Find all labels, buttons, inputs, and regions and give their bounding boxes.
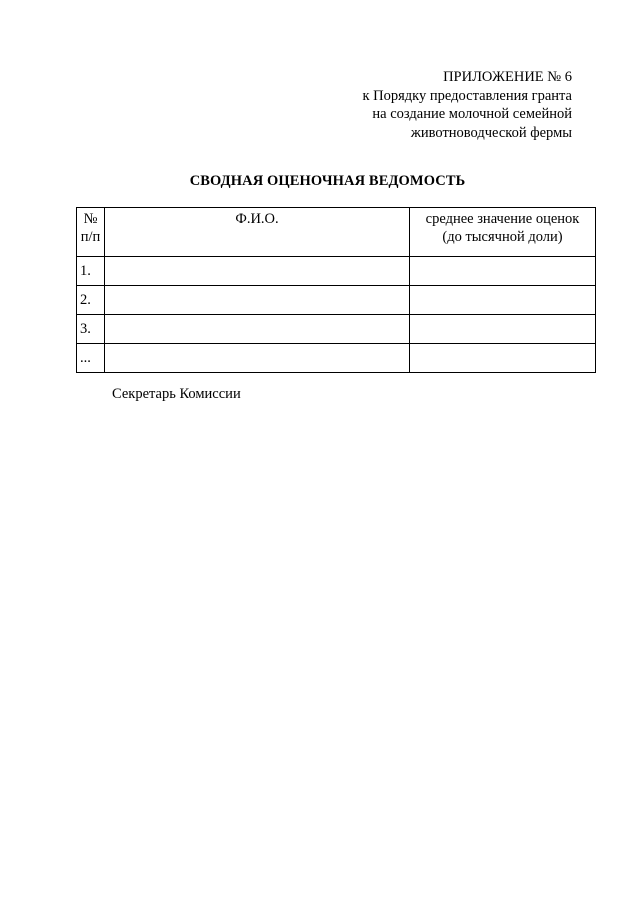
table-row — [77, 257, 596, 286]
document-title: СВОДНАЯ ОЦЕНОЧНАЯ ВЕДОМОСТЬ — [189, 173, 466, 189]
cell-fio — [105, 257, 410, 286]
table-row — [77, 344, 596, 373]
appendix-line: ПРИЛОЖЕНИЕ № 6 — [443, 69, 572, 85]
cell-average — [410, 344, 596, 373]
cell-number: 2. — [77, 286, 105, 315]
appendix-line: животноводческой фермы — [410, 124, 572, 141]
appendix-line: на создание молочной семейной — [372, 106, 572, 122]
column-header-number-line: № — [83, 211, 98, 227]
cell-fio — [105, 286, 410, 315]
column-header-fio: Ф.И.О. — [105, 208, 410, 257]
cell-number: 1. — [77, 257, 105, 286]
table-header-row — [77, 208, 596, 257]
column-header-number — [77, 208, 105, 257]
column-header-number-line: п/п — [80, 229, 101, 245]
cell-number: 3. — [77, 315, 105, 344]
cell-average — [410, 286, 596, 315]
assessment-table — [76, 207, 596, 373]
cell-average — [410, 257, 596, 286]
cell-fio — [105, 315, 410, 344]
secretary-signature-label: Секретарь Комиссии — [112, 386, 241, 402]
column-header-average — [410, 208, 596, 257]
column-header-average-line: (до тысячной доли) — [442, 229, 563, 245]
table-row — [77, 286, 596, 315]
cell-number: ... — [77, 344, 105, 373]
table-row — [77, 315, 596, 344]
cell-average — [410, 315, 596, 344]
column-header-average-line: среднее значение оценок — [425, 211, 580, 227]
appendix-header — [362, 68, 572, 142]
appendix-line: к Порядку предоставления гранта — [362, 87, 572, 104]
cell-fio — [105, 344, 410, 373]
